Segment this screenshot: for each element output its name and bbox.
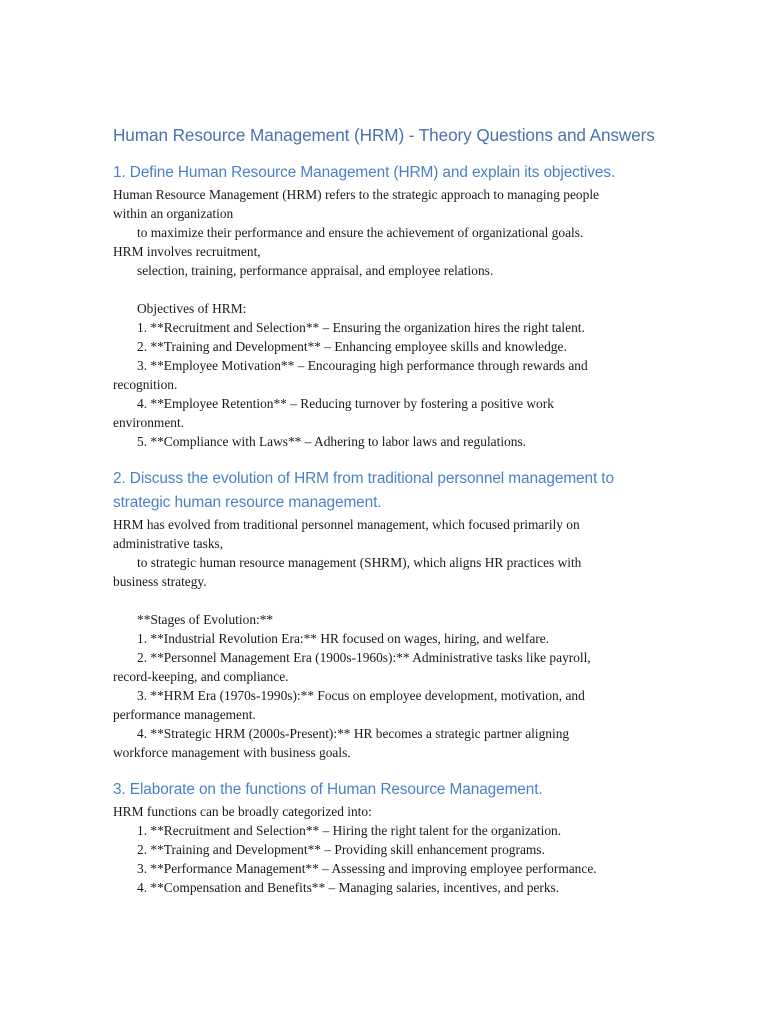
document-body: [113, 124, 653, 897]
paragraph-line: selection, training, performance appraisal, and employee relations.: [137, 263, 494, 278]
paragraph-line: 3. **Performance Management** – Assessing and improving employee performance.: [137, 861, 597, 876]
paragraph-line: HRM functions can be broadly categorized into:: [113, 804, 372, 819]
paragraph-line: Objectives of HRM:: [137, 301, 247, 316]
paragraph-line: 1. **Industrial Revolution Era:** HR focused on wages, hiring, and welfare.: [137, 631, 550, 646]
paragraph-line: record-keeping, and compliance.: [113, 669, 289, 684]
paragraph-line: 3. **HRM Era (1970s-1990s):** Focus on employee development, motivation, and: [137, 688, 585, 703]
sections-container: [113, 161, 653, 897]
section-heading: strategic human resource management.: [113, 494, 382, 511]
paragraph-line: 5. **Compliance with Laws** – Adhering to labor laws and regulations.: [137, 434, 527, 449]
paragraph-line: administrative tasks,: [113, 536, 224, 551]
paragraph-line: Human Resource Management (HRM) refers to the strategic approach to managing people: [113, 187, 599, 202]
paragraph-line: within an organization: [113, 206, 234, 221]
section-2: [113, 467, 653, 762]
paragraph-line: 1. **Recruitment and Selection** – Ensuring the organization hires the right talent.: [137, 320, 585, 335]
section-3: [113, 778, 653, 897]
paragraph-line: 2. **Personnel Management Era (1900s-1960s):** Administrative tasks like payroll,: [137, 650, 591, 665]
paragraph-line: recognition.: [113, 377, 178, 392]
paragraph-line: 4. **Compensation and Benefits** – Managing salaries, incentives, and perks.: [137, 880, 560, 895]
paragraph-line: 4. **Employee Retention** – Reducing turnover by fostering a positive work: [137, 396, 554, 411]
section-heading: 1. Define Human Resource Management (HRM) and explain its objectives.: [113, 164, 616, 181]
paragraph-line: HRM has evolved from traditional personnel management, which focused primarily on: [113, 517, 580, 532]
paragraph-line: **Stages of Evolution:**: [137, 612, 274, 627]
section-heading: 2. Discuss the evolution of HRM from traditional personnel management to: [113, 470, 614, 487]
paragraph-line: business strategy.: [113, 574, 207, 589]
paragraph-line: to strategic human resource management (SHRM), which aligns HR practices with: [137, 555, 582, 570]
paragraph-line: HRM involves recruitment,: [113, 244, 261, 259]
paragraph-line: 1. **Recruitment and Selection** – Hiring the right talent for the organization.: [137, 823, 562, 838]
paragraph-line: 2. **Training and Development** – Providing skill enhancement programs.: [137, 842, 545, 857]
blank-line: [113, 591, 653, 610]
paragraph-line: 2. **Training and Development** – Enhancing employee skills and knowledge.: [137, 339, 567, 354]
paragraph-line: workforce management with business goals.: [113, 745, 351, 760]
section-heading: 3. Elaborate on the functions of Human Resource Management.: [113, 781, 543, 798]
paragraph-line: performance management.: [113, 707, 256, 722]
document-title: Human Resource Management (HRM) - Theory Questions and Answers: [113, 125, 655, 145]
paragraph-line: 4. **Strategic HRM (2000s-Present):** HR becomes a strategic partner aligning: [137, 726, 570, 741]
paragraph-line: environment.: [113, 415, 185, 430]
paragraph-line: 3. **Employee Motivation** – Encouraging high performance through rewards and: [137, 358, 588, 373]
section-1: [113, 161, 653, 451]
paragraph-line: to maximize their performance and ensure the achievement of organizational goals.: [137, 225, 584, 240]
blank-line: [113, 280, 653, 299]
